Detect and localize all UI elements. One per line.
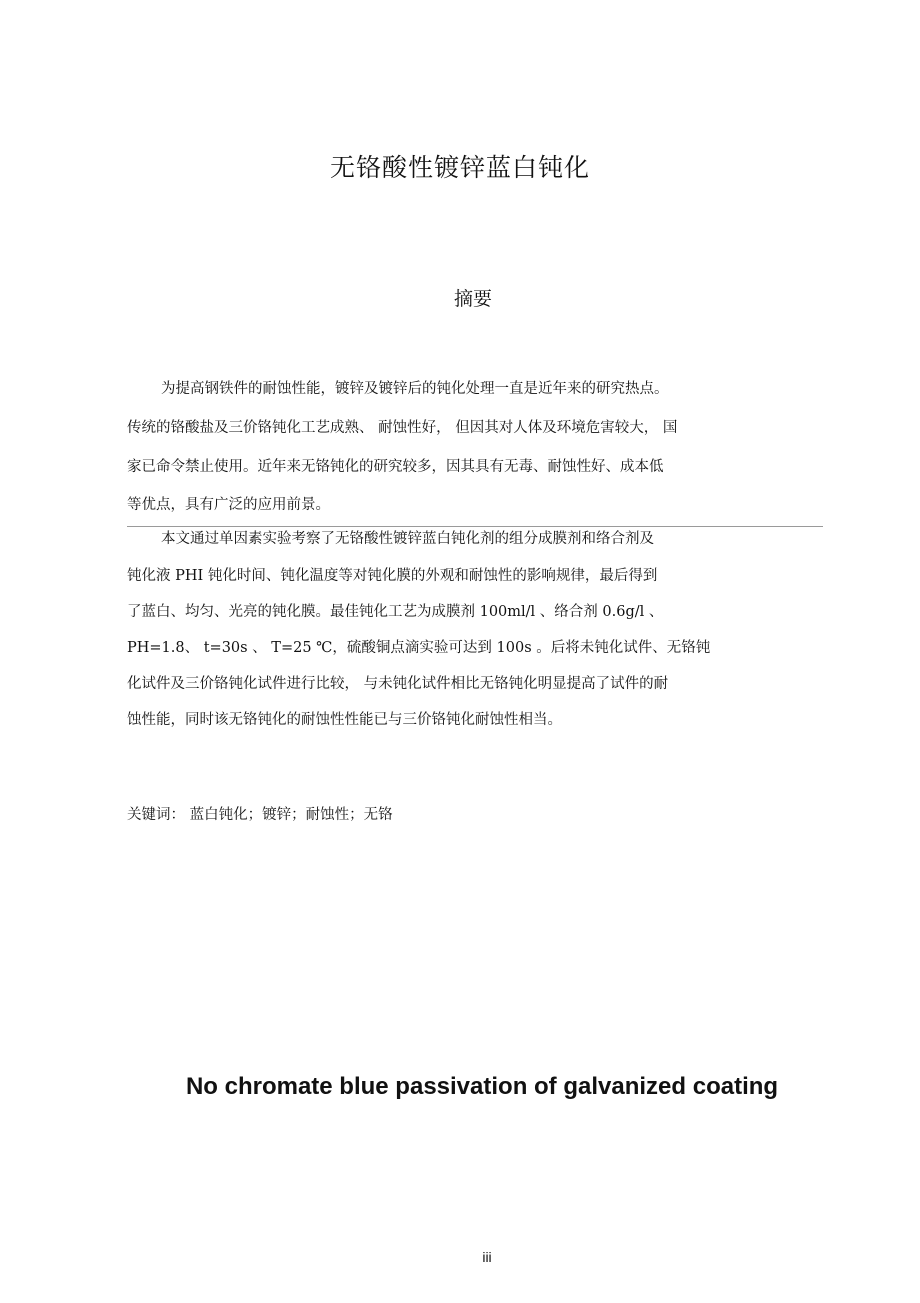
english-title: No chromate blue passivation of galvanized coating — [185, 1073, 779, 1100]
abstract-line: PH=1.8、 t=30s 、 T=25 ℃，硫酸铜点滴实验可达到 100s 。后将未钝化试件、无铬钝 — [127, 640, 711, 656]
document-title: 无铬酸性镀锌蓝白钝化 — [329, 153, 590, 182]
abstract-line: 等优点，具有广泛的应用前景。 — [127, 497, 330, 513]
abstract-line: 传统的铬酸盐及三价铬钝化工艺成熟、 耐蚀性好， 但因其对人体及环境危害较大， 国 — [127, 420, 678, 436]
abstract-heading: 摘要 — [453, 288, 492, 310]
abstract-line: 化试件及三价铬钝化试件进行比较， 与未钝化试件相比无铬钝化明显提高了试件的耐 — [127, 676, 669, 692]
keywords: 关键词： 蓝白钝化；镀锌；耐蚀性；无铬 — [127, 807, 393, 823]
abstract-line: 钝化液 PHI 钝化时间、钝化温度等对钝化膜的外观和耐蚀性的影响规律，最后得到 — [127, 568, 658, 584]
abstract-line: 家已命令禁止使用。近年来无铬钝化的研究较多，因其具有无毒、耐蚀性好、成本低 — [127, 459, 664, 475]
abstract-line: 蚀性能，同时该无铬钝化的耐蚀性性能已与三价铬钝化耐蚀性相当。 — [127, 712, 562, 728]
abstract-line: 了蓝白、均匀、光亮的钝化膜。最佳钝化工艺为成膜剂 100ml/l 、络合剂 0.6g/l 、 — [127, 604, 664, 620]
page-number: iii — [482, 1249, 492, 1265]
abstract-line: 本文通过单因素实验考察了无铬酸性镀锌蓝白钝化剂的组分成膜剂和络合剂及 — [161, 531, 654, 547]
abstract-line: 为提高钢铁件的耐蚀性能，镀锌及镀锌后的钝化处理一直是近年来的研究热点。 — [161, 381, 669, 397]
